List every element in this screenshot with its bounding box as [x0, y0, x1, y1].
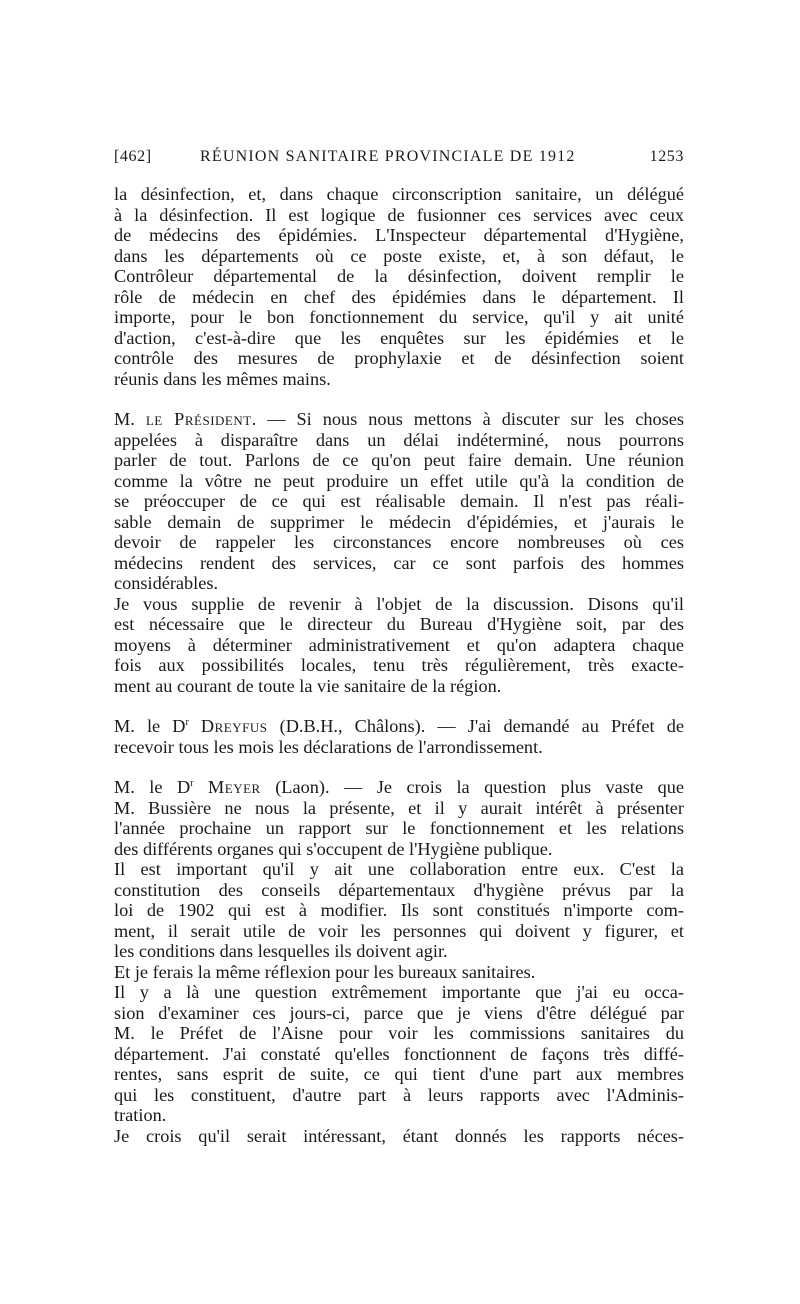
- text-line: importe, pour le bon fonctionnement du service, qu'il y ait unité: [114, 307, 684, 327]
- speech-start: (D.B.H., Châlons). — J'ai demandé au Préfet de: [267, 716, 684, 736]
- speech-start: . — Si nous nous mettons à discuter sur les choses: [251, 409, 684, 429]
- title-superscript: r: [190, 777, 194, 789]
- text-line: à la désinfection. Il est logique de fusionner ces services avec ceux: [114, 204, 684, 225]
- text-line: de médecins des épidémies. L'Inspecteur départemental d'Hygiène,: [114, 225, 684, 245]
- text-line: Je vous supplie de revenir à l'objet de la discussion. Disons qu'il: [114, 593, 684, 614]
- text-line: rôle de médecin en chef des épidémies dans le département. Il: [114, 286, 684, 307]
- text-line: considérables.: [114, 573, 219, 593]
- text-line: moyens à déterminer administrativement et qu'on adaptera chaque: [114, 634, 684, 655]
- paragraph-8: [114, 982, 684, 1126]
- text-line: comme la vôtre ne peut produire un effet utile qu'à la condition de: [114, 470, 684, 491]
- paragraph-1: [114, 184, 684, 389]
- text-line: réunis dans les mêmes mains.: [114, 368, 331, 389]
- text-line: la désinfection, et, dans chaque circonscription sanitaire, un délégué: [114, 184, 684, 204]
- text-line: Contrôleur départemental de la désinfection, doivent remplir le: [114, 266, 684, 286]
- page-body: [114, 184, 684, 1146]
- speaker-prefix: M. le D: [114, 777, 191, 797]
- paragraph-dreyfus: [114, 716, 684, 757]
- text-line: dans les départements où ce poste existe, et, à son défaut, le: [114, 245, 684, 266]
- text-line: recevoir tous les mois les déclarations de l'arrondissement.: [114, 736, 543, 757]
- speaker-prefix: M. le D: [114, 716, 186, 736]
- text-line: devoir de rappeler les circonstances encore nombreuses où ces: [114, 532, 684, 552]
- text-line: parler de tout. Parlons de ce qu'on peut faire demain. Une réunion: [114, 450, 684, 470]
- text-line: constitution des conseils départementaux d'hygiène prévus par la: [114, 879, 684, 900]
- text-line: Il y a là une question extrêmement importante que j'ai eu occa-: [114, 982, 684, 1002]
- text-line: qui les constituent, d'autre part à leurs rapports avec l'Adminis-: [114, 1084, 684, 1105]
- text-line: appelées à disparaître dans un délai indéterminé, nous pourrons: [114, 429, 684, 450]
- text-line: [114, 716, 684, 737]
- text-line: département. J'ai constaté qu'elles fonctionnent de façons très diffé-: [114, 1043, 684, 1064]
- text-line: Et je ferais la même réflexion pour les bureaux sanitaires.: [114, 961, 536, 982]
- text-line: fois aux possibilités locales, tenu très régulièrement, très exacte-: [114, 655, 684, 675]
- paragraph-3: [114, 594, 684, 697]
- text-line: médecins rendent des services, car ce sont parfois des hommes: [114, 552, 684, 573]
- paragraph-meyer: [114, 777, 684, 859]
- paragraph-gap: [114, 696, 684, 716]
- paragraph-president: [114, 409, 684, 594]
- text-line: [114, 777, 684, 798]
- text-line: ment, il serait utile de voir les personnes qui doivent y figurer, et: [114, 920, 684, 941]
- paragraph-gap: [114, 757, 684, 777]
- text-line: M. Bussière ne nous la présente, et il y aurait intérêt à présenter: [114, 797, 684, 818]
- text-line: rentes, sans esprit de suite, ce qui tient d'une part aux membres: [114, 1064, 684, 1084]
- title-superscript: r: [185, 716, 189, 728]
- paragraph-gap: [114, 389, 684, 409]
- text-line: sion d'examiner ces jours-ci, parce que je viens d'être délégué par: [114, 1002, 684, 1023]
- text-line: tration.: [114, 1105, 167, 1125]
- text-line: se préoccuper de ce qui est réalisable demain. Il n'est pas réali-: [114, 491, 684, 511]
- text-line: ment au courant de toute la vie sanitaire de la région.: [114, 675, 502, 696]
- text-line: [114, 409, 684, 430]
- paragraph-7: [114, 962, 684, 983]
- speech-start: (Laon). — Je crois la question plus vaste que: [260, 777, 684, 797]
- text-line: est nécessaire que le directeur du Bureau d'Hygiène soit, par des: [114, 614, 684, 634]
- page-label: [462]: [114, 148, 152, 165]
- text-line: d'action, c'est-à-dire que les enquêtes sur les épidémies et le: [114, 327, 684, 348]
- text-line: M. le Préfet de l'Aisne pour voir les commissions sanitaires du: [114, 1023, 684, 1043]
- speaker-name: Dreyfus: [200, 716, 268, 736]
- text-line: l'année prochaine un rapport sur le fonctionnement et les relations: [114, 818, 684, 838]
- paragraph-6: [114, 859, 684, 962]
- text-line: des différents organes qui s'occupent de l'Hygiène publique.: [114, 838, 553, 859]
- text-line: Je crois qu'il serait intéressant, étant donnés les rapports néces-: [114, 1125, 684, 1146]
- speaker-name: Meyer: [208, 777, 261, 797]
- text-line: Il est important qu'il y ait une collaboration entre eux. C'est la: [114, 859, 684, 879]
- paragraph-9: [114, 1126, 684, 1147]
- text-line: les conditions dans lesquelles ils doivent agir.: [114, 941, 448, 961]
- speaker-prefix: M.: [114, 409, 146, 429]
- page-number: 1253: [649, 148, 684, 165]
- text-line: contrôle des mesures de prophylaxie et de désinfection soient: [114, 348, 684, 368]
- running-title: RÉUNION SANITAIRE PROVINCIALE DE 1912: [200, 148, 576, 165]
- text-line: sable demain de supprimer le médecin d'épidémies, et j'aurais le: [114, 511, 684, 532]
- speaker-name: le Président: [145, 409, 252, 429]
- text-line: loi de 1902 qui est à modifier. Ils sont constitués n'importe com-: [114, 900, 684, 920]
